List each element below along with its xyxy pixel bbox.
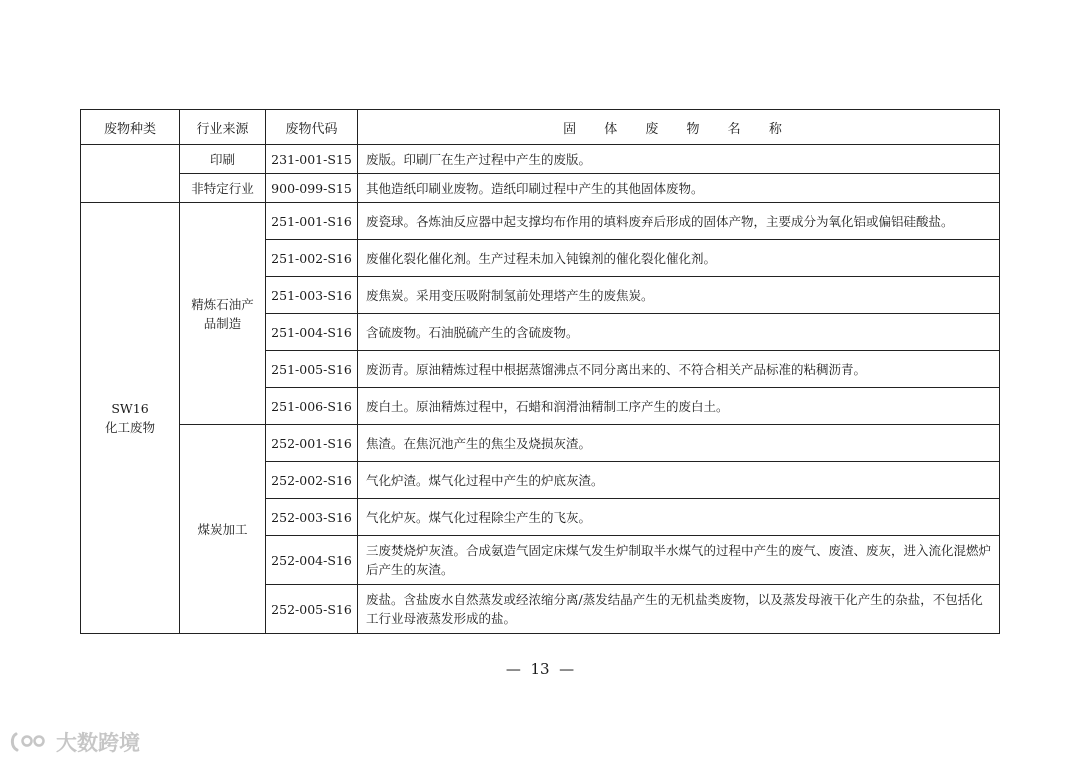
code-cell: 252-002-S16 [266, 462, 358, 499]
table-row [81, 174, 1000, 203]
name-cell: 气化炉灰。煤气化过程除尘产生的飞灰。 [358, 499, 1000, 536]
code-cell: 900-099-S15 [266, 174, 358, 203]
name-cell: 其他造纸印刷业废物。造纸印刷过程中产生的其他固体废物。 [358, 174, 1000, 203]
waste-table [80, 109, 1000, 634]
source-cell: 精炼石油产 品制造 [180, 203, 266, 425]
code-cell: 252-003-S16 [266, 499, 358, 536]
table-header-row [81, 110, 1000, 145]
source-cell: 非特定行业 [180, 174, 266, 203]
name-cell: 含硫废物。石油脱硫产生的含硫废物。 [358, 314, 1000, 351]
code-cell: 251-005-S16 [266, 351, 358, 388]
code-cell: 251-006-S16 [266, 388, 358, 425]
name-cell: 焦渣。在焦沉池产生的焦尘及烧损灰渣。 [358, 425, 1000, 462]
name-cell: 废盐。含盐废水自然蒸发或经浓缩分离/蒸发结晶产生的无机盐类废物，以及蒸发母液干化产生的杂盐，不包括化工行业母液蒸发形成的盐。 [358, 585, 1000, 634]
code-cell: 252-005-S16 [266, 585, 358, 634]
name-cell: 废版。印刷厂在生产过程中产生的废版。 [358, 145, 1000, 174]
code-cell: 251-004-S16 [266, 314, 358, 351]
code-cell: 251-003-S16 [266, 277, 358, 314]
name-cell: 废沥青。原油精炼过程中根据蒸馏沸点不同分离出来的、不符合相关产品标准的粘稠沥青。 [358, 351, 1000, 388]
name-cell: 废白土。原油精炼过程中，石蜡和润滑油精制工序产生的废白土。 [358, 388, 1000, 425]
name-cell: 废瓷球。各炼油反应器中起支撑均布作用的填料废弃后形成的固体产物，主要成分为氧化铝或偏铝硅酸盐。 [358, 203, 1000, 240]
header-name: 固 体 废 物 名 称 [358, 110, 1000, 145]
code-cell: 231-001-S15 [266, 145, 358, 174]
source-cell: 煤炭加工 [180, 425, 266, 634]
category-cell-blank [81, 145, 180, 203]
code-cell: 251-001-S16 [266, 203, 358, 240]
header-source: 行业来源 [180, 110, 266, 145]
header-code: 废物代码 [266, 110, 358, 145]
source-cell: 印刷 [180, 145, 266, 174]
watermark-text: 大数跨境 [56, 731, 140, 755]
name-cell: 废焦炭。采用变压吸附制氢前处理塔产生的废焦炭。 [358, 277, 1000, 314]
name-cell: 气化炉渣。煤气化过程中产生的炉底灰渣。 [358, 462, 1000, 499]
name-cell: 废催化裂化催化剂。生产过程未加入钝镍剂的催化裂化催化剂。 [358, 240, 1000, 277]
header-category: 废物种类 [81, 110, 180, 145]
page-number: — 13 — [505, 660, 575, 678]
table-row [81, 425, 1000, 462]
logo-icon [10, 731, 50, 753]
table-row [81, 145, 1000, 174]
name-cell: 三废焚烧炉灰渣。合成氨造气固定床煤气发生炉制取半水煤气的过程中产生的废气、废渣、废灰，进入流化混燃炉后产生的灰渣。 [358, 536, 1000, 585]
code-cell: 251-002-S16 [266, 240, 358, 277]
watermark [10, 727, 140, 757]
category-cell: SW16 化工废物 [81, 203, 180, 634]
table-row [81, 203, 1000, 240]
code-cell: 252-004-S16 [266, 536, 358, 585]
code-cell: 252-001-S16 [266, 425, 358, 462]
